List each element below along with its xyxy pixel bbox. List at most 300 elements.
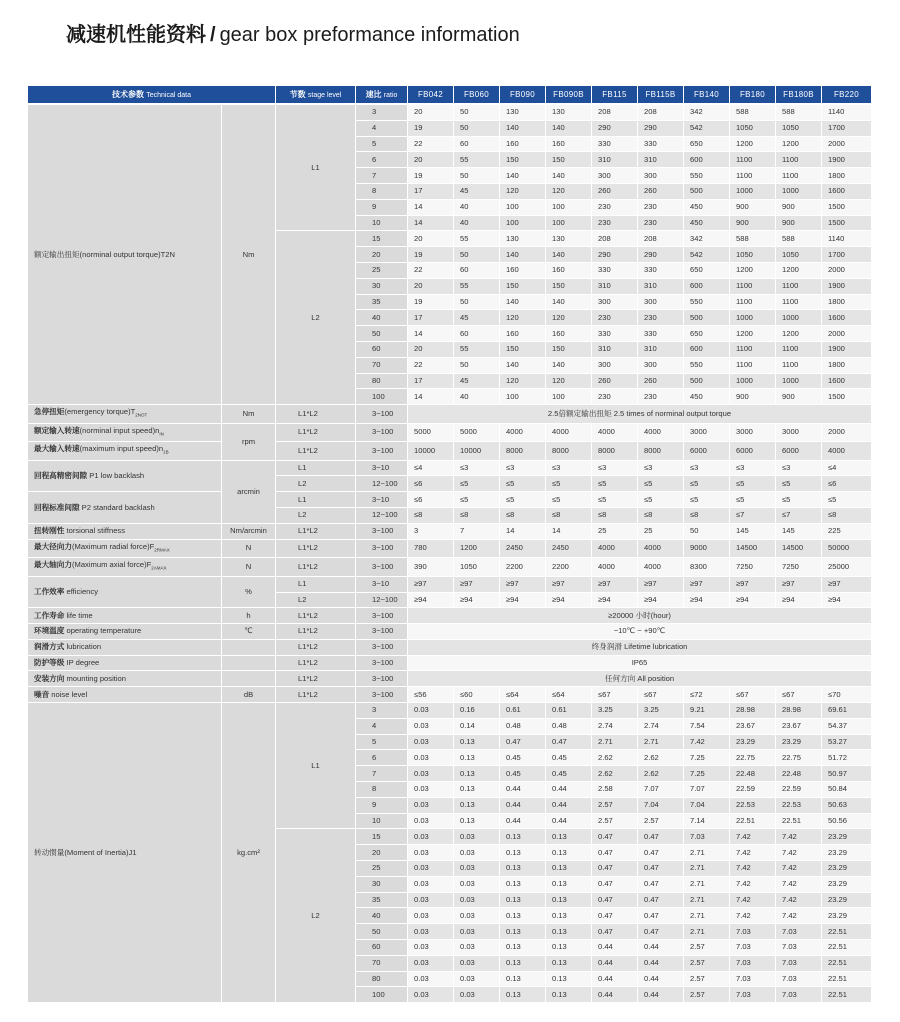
value-cell: 22.59 bbox=[730, 782, 776, 798]
param-label-en: P2 standard backlash bbox=[79, 502, 155, 512]
value-cell: 2200 bbox=[546, 558, 592, 577]
value-cell: ≤8 bbox=[822, 508, 872, 524]
value-cell: 550 bbox=[684, 358, 730, 374]
title-zh: 减速机性能资料 bbox=[66, 24, 206, 46]
ratio-cell: 8 bbox=[356, 782, 408, 798]
value-cell: 7.42 bbox=[730, 845, 776, 861]
stage-label: L2 bbox=[276, 231, 356, 405]
unit-label: % bbox=[222, 577, 276, 609]
value-cell: 4000 bbox=[638, 540, 684, 559]
value-cell: 22.51 bbox=[730, 814, 776, 830]
value-cell: 7.42 bbox=[730, 893, 776, 909]
value-cell: 40 bbox=[454, 200, 500, 216]
param-label bbox=[28, 461, 222, 493]
value-cell: 2.57 bbox=[638, 814, 684, 830]
value-cell: 3000 bbox=[776, 424, 822, 443]
value-cell: 1100 bbox=[776, 152, 822, 168]
value-cell: 23.67 bbox=[730, 719, 776, 735]
value-cell: 2.57 bbox=[684, 987, 730, 1003]
value-cell: ≤5 bbox=[546, 492, 592, 508]
value-cell: ≤3 bbox=[454, 461, 500, 477]
value-cell: 0.44 bbox=[638, 956, 684, 972]
value-cell: 600 bbox=[684, 279, 730, 295]
value-cell: 1500 bbox=[822, 389, 872, 405]
param-label bbox=[28, 608, 222, 624]
unit-label: arcmin bbox=[222, 461, 276, 524]
ratio-cell: 25 bbox=[356, 861, 408, 877]
param-label bbox=[28, 671, 222, 687]
value-cell: 0.44 bbox=[592, 987, 638, 1003]
value-cell: 23.29 bbox=[730, 735, 776, 751]
value-cell: 23.29 bbox=[776, 735, 822, 751]
value-cell: 300 bbox=[638, 295, 684, 311]
value-cell: 25000 bbox=[822, 558, 872, 577]
value-cell: 55 bbox=[454, 279, 500, 295]
value-cell: 0.03 bbox=[408, 908, 454, 924]
value-cell: 0.03 bbox=[454, 877, 500, 893]
ratio-cell: 35 bbox=[356, 893, 408, 909]
value-cell: 25 bbox=[592, 524, 638, 540]
value-cell: 4000 bbox=[592, 540, 638, 559]
value-cell: 2.71 bbox=[684, 893, 730, 909]
param-label-en: (emergency torque)T bbox=[64, 407, 136, 417]
value-cell: 28.98 bbox=[776, 703, 822, 719]
value-cell: 160 bbox=[546, 263, 592, 279]
value-cell: 5000 bbox=[408, 424, 454, 443]
value-cell: 588 bbox=[730, 231, 776, 247]
value-cell: 2.71 bbox=[684, 924, 730, 940]
unit-label: N bbox=[222, 540, 276, 559]
value-cell: 140 bbox=[500, 121, 546, 137]
value-cell: 45 bbox=[454, 310, 500, 326]
value-cell: 2450 bbox=[546, 540, 592, 559]
param-label-en: (Maximum axial force)F bbox=[71, 560, 152, 570]
value-cell: 150 bbox=[546, 152, 592, 168]
ratio-cell: 10 bbox=[356, 216, 408, 232]
value-cell: 0.13 bbox=[546, 987, 592, 1003]
value-cell: 7.03 bbox=[776, 956, 822, 972]
value-cell: 0.47 bbox=[500, 735, 546, 751]
value-cell: 7.42 bbox=[776, 908, 822, 924]
value-cell: 1000 bbox=[730, 310, 776, 326]
value-cell: ≤5 bbox=[638, 492, 684, 508]
value-cell: 0.44 bbox=[500, 798, 546, 814]
value-cell: 120 bbox=[500, 184, 546, 200]
value-cell: 1200 bbox=[776, 263, 822, 279]
ratio-cell: 3~100 bbox=[356, 558, 408, 577]
value-cell: 54.37 bbox=[822, 719, 872, 735]
value-cell: 22.53 bbox=[776, 798, 822, 814]
value-cell: 50 bbox=[454, 121, 500, 137]
merged-note: −10℃ ~ +90℃ bbox=[408, 624, 872, 640]
value-cell: 310 bbox=[638, 342, 684, 358]
ratio-cell: 70 bbox=[356, 956, 408, 972]
table-row bbox=[28, 105, 872, 121]
value-cell: 342 bbox=[684, 105, 730, 121]
value-cell: 542 bbox=[684, 247, 730, 263]
ratio-cell: 3~10 bbox=[356, 461, 408, 477]
value-cell: 0.03 bbox=[408, 956, 454, 972]
param-label-en: lubrication bbox=[64, 642, 102, 652]
value-cell: 208 bbox=[638, 105, 684, 121]
value-cell: 0.03 bbox=[454, 987, 500, 1003]
value-cell: ≤3 bbox=[776, 461, 822, 477]
ratio-cell: 50 bbox=[356, 326, 408, 342]
value-cell: 1000 bbox=[730, 374, 776, 390]
value-cell: 0.13 bbox=[546, 829, 592, 845]
value-cell: 0.13 bbox=[500, 845, 546, 861]
value-cell: 230 bbox=[638, 200, 684, 216]
value-cell: ≤5 bbox=[776, 492, 822, 508]
param-label-en: life time bbox=[64, 610, 93, 620]
unit-label: Nm/arcmin bbox=[222, 524, 276, 540]
value-cell: 1900 bbox=[822, 279, 872, 295]
value-cell: 22.48 bbox=[776, 766, 822, 782]
value-cell: 140 bbox=[546, 168, 592, 184]
value-cell: 450 bbox=[684, 389, 730, 405]
param-label bbox=[28, 540, 222, 559]
value-cell: 50.84 bbox=[822, 782, 872, 798]
value-cell: 2000 bbox=[822, 137, 872, 153]
value-cell: 150 bbox=[546, 279, 592, 295]
param-subscript: IN bbox=[159, 431, 164, 437]
value-cell: 0.44 bbox=[546, 782, 592, 798]
param-label-zh: 急停扭矩 bbox=[34, 407, 65, 417]
value-cell: 0.44 bbox=[638, 987, 684, 1003]
header-model: FB115 bbox=[592, 86, 638, 105]
value-cell: 40 bbox=[454, 216, 500, 232]
ratio-cell: 100 bbox=[356, 987, 408, 1003]
merged-note: 2.5倍额定输出扭矩 2.5 times of norminal output torque bbox=[408, 405, 872, 424]
value-cell: ≤7 bbox=[776, 508, 822, 524]
value-cell: 23.67 bbox=[776, 719, 822, 735]
value-cell: ≤67 bbox=[776, 687, 822, 703]
value-cell: 0.13 bbox=[500, 893, 546, 909]
param-label-zh: 扭转刚性 bbox=[34, 526, 65, 536]
value-cell: ≤3 bbox=[730, 461, 776, 477]
value-cell: 230 bbox=[592, 216, 638, 232]
param-label-zh: 最大轴向力 bbox=[34, 560, 72, 570]
unit-label bbox=[222, 640, 276, 656]
title-en: gear box preformance information bbox=[219, 24, 520, 46]
value-cell: 14 bbox=[546, 524, 592, 540]
unit-label: Nm bbox=[222, 405, 276, 424]
value-cell: 2.57 bbox=[592, 814, 638, 830]
ratio-cell: 3~100 bbox=[356, 671, 408, 687]
value-cell: ≥97 bbox=[408, 577, 454, 593]
value-cell: 1100 bbox=[730, 295, 776, 311]
value-cell: 7.03 bbox=[684, 829, 730, 845]
value-cell: 0.13 bbox=[546, 861, 592, 877]
value-cell: 2.57 bbox=[684, 972, 730, 988]
param-label-zh: 噪音 bbox=[34, 689, 50, 699]
value-cell: 50.56 bbox=[822, 814, 872, 830]
value-cell: 40 bbox=[454, 389, 500, 405]
value-cell: ≥94 bbox=[730, 593, 776, 609]
header-model: FB090 bbox=[500, 86, 546, 105]
param-label-zh: 额定输入转速 bbox=[34, 425, 80, 435]
ratio-cell: 5 bbox=[356, 735, 408, 751]
value-cell: ≤5 bbox=[684, 492, 730, 508]
value-cell: 2.62 bbox=[592, 766, 638, 782]
value-cell: 0.13 bbox=[500, 877, 546, 893]
value-cell: 0.13 bbox=[454, 782, 500, 798]
value-cell: 330 bbox=[592, 326, 638, 342]
param-label-zh: 润滑方式 bbox=[34, 642, 65, 652]
table-row bbox=[28, 442, 872, 461]
value-cell: 2.62 bbox=[638, 750, 684, 766]
value-cell: 60 bbox=[454, 137, 500, 153]
value-cell: 260 bbox=[638, 184, 684, 200]
value-cell: 2000 bbox=[822, 326, 872, 342]
value-cell: 2.58 bbox=[592, 782, 638, 798]
ratio-cell: 20 bbox=[356, 845, 408, 861]
value-cell: 300 bbox=[638, 358, 684, 374]
value-cell: 1100 bbox=[730, 152, 776, 168]
value-cell: 160 bbox=[546, 137, 592, 153]
value-cell: 0.03 bbox=[408, 766, 454, 782]
value-cell: 23.29 bbox=[822, 861, 872, 877]
value-cell: 0.03 bbox=[454, 829, 500, 845]
value-cell: 9.21 bbox=[684, 703, 730, 719]
value-cell: 1100 bbox=[776, 168, 822, 184]
value-cell: 650 bbox=[684, 137, 730, 153]
param-subscript: 1B bbox=[163, 449, 169, 455]
value-cell: ≤6 bbox=[822, 476, 872, 492]
value-cell: 300 bbox=[592, 295, 638, 311]
value-cell: 1700 bbox=[822, 247, 872, 263]
value-cell: 3.25 bbox=[592, 703, 638, 719]
ratio-cell: 3~100 bbox=[356, 442, 408, 461]
value-cell: 23.29 bbox=[822, 908, 872, 924]
value-cell: 900 bbox=[776, 200, 822, 216]
header-model: FB180B bbox=[776, 86, 822, 105]
value-cell: 4000 bbox=[638, 424, 684, 443]
value-cell: 0.47 bbox=[592, 893, 638, 909]
value-cell: 1200 bbox=[454, 540, 500, 559]
value-cell: 140 bbox=[546, 358, 592, 374]
value-cell: 0.03 bbox=[454, 972, 500, 988]
table-row bbox=[28, 687, 872, 703]
value-cell: 0.13 bbox=[500, 940, 546, 956]
value-cell: 7.42 bbox=[776, 845, 822, 861]
ratio-cell: 80 bbox=[356, 972, 408, 988]
value-cell: 0.47 bbox=[592, 845, 638, 861]
value-cell: 0.44 bbox=[546, 814, 592, 830]
value-cell: 0.45 bbox=[546, 750, 592, 766]
param-label-zh: 回程高精密间隙 bbox=[34, 470, 88, 480]
table-row bbox=[28, 540, 872, 559]
value-cell: ≤3 bbox=[546, 461, 592, 477]
value-cell: ≥97 bbox=[638, 577, 684, 593]
value-cell: 14 bbox=[408, 216, 454, 232]
value-cell: 230 bbox=[592, 389, 638, 405]
value-cell: ≤60 bbox=[454, 687, 500, 703]
value-cell: ≤7 bbox=[730, 508, 776, 524]
value-cell: 140 bbox=[546, 121, 592, 137]
value-cell: 1050 bbox=[776, 247, 822, 263]
value-cell: 7 bbox=[454, 524, 500, 540]
value-cell: 1140 bbox=[822, 231, 872, 247]
value-cell: 0.47 bbox=[592, 877, 638, 893]
value-cell: 22.48 bbox=[730, 766, 776, 782]
ratio-cell: 3~10 bbox=[356, 577, 408, 593]
table-row bbox=[28, 405, 872, 424]
value-cell: 0.13 bbox=[500, 908, 546, 924]
value-cell: 1600 bbox=[822, 374, 872, 390]
ratio-cell: 35 bbox=[356, 295, 408, 311]
value-cell: 0.47 bbox=[638, 908, 684, 924]
value-cell: 450 bbox=[684, 216, 730, 232]
value-cell: 150 bbox=[500, 342, 546, 358]
value-cell: 2000 bbox=[822, 424, 872, 443]
value-cell: 550 bbox=[684, 168, 730, 184]
value-cell: 342 bbox=[684, 231, 730, 247]
param-label-en: torsional stiffness bbox=[64, 526, 126, 536]
value-cell: 120 bbox=[546, 184, 592, 200]
value-cell: 290 bbox=[638, 121, 684, 137]
value-cell: 0.48 bbox=[500, 719, 546, 735]
value-cell: 0.13 bbox=[546, 940, 592, 956]
value-cell: ≤6 bbox=[408, 492, 454, 508]
value-cell: 1900 bbox=[822, 342, 872, 358]
value-cell: ≥94 bbox=[454, 593, 500, 609]
value-cell: ≥94 bbox=[500, 593, 546, 609]
value-cell: 0.03 bbox=[454, 845, 500, 861]
table-row bbox=[28, 656, 872, 672]
value-cell: 145 bbox=[730, 524, 776, 540]
stage-label: L1*L2 bbox=[276, 540, 356, 559]
value-cell: ≤5 bbox=[500, 492, 546, 508]
value-cell: 1000 bbox=[776, 374, 822, 390]
value-cell: 0.47 bbox=[638, 861, 684, 877]
value-cell: 0.13 bbox=[546, 877, 592, 893]
value-cell: 310 bbox=[638, 279, 684, 295]
unit-label: kg.cm² bbox=[222, 703, 276, 1003]
table-row bbox=[28, 703, 872, 719]
param-label-en: P1 low backlash bbox=[87, 470, 145, 480]
value-cell: 0.03 bbox=[408, 877, 454, 893]
value-cell: 7.42 bbox=[730, 829, 776, 845]
value-cell: 7.03 bbox=[776, 972, 822, 988]
value-cell: 50.97 bbox=[822, 766, 872, 782]
value-cell: ≤8 bbox=[546, 508, 592, 524]
value-cell: 500 bbox=[684, 310, 730, 326]
header-param: 技术参数 Technical data bbox=[28, 86, 276, 105]
param-label-zh: 防护等级 bbox=[34, 658, 65, 668]
value-cell: 145 bbox=[776, 524, 822, 540]
value-cell: 1050 bbox=[776, 121, 822, 137]
merged-note: IP65 bbox=[408, 656, 872, 672]
value-cell: ≤5 bbox=[730, 492, 776, 508]
value-cell: ≤5 bbox=[546, 476, 592, 492]
value-cell: 0.47 bbox=[638, 893, 684, 909]
value-cell: 120 bbox=[546, 374, 592, 390]
value-cell: 10000 bbox=[454, 442, 500, 461]
ratio-cell: 3~10 bbox=[356, 492, 408, 508]
value-cell: 1100 bbox=[730, 279, 776, 295]
value-cell: 1000 bbox=[776, 310, 822, 326]
value-cell: 23.29 bbox=[822, 893, 872, 909]
value-cell: 50 bbox=[454, 168, 500, 184]
ratio-cell: 3~100 bbox=[356, 424, 408, 443]
value-cell: 3.25 bbox=[638, 703, 684, 719]
table-row bbox=[28, 608, 872, 624]
param-label-zh: 回程标准间隙 bbox=[34, 502, 80, 512]
table-row bbox=[28, 640, 872, 656]
value-cell: 225 bbox=[822, 524, 872, 540]
value-cell: 230 bbox=[638, 216, 684, 232]
value-cell: 100 bbox=[500, 200, 546, 216]
value-cell: 50 bbox=[454, 295, 500, 311]
value-cell: ≤8 bbox=[408, 508, 454, 524]
value-cell: 7.42 bbox=[776, 877, 822, 893]
value-cell: 22.51 bbox=[822, 972, 872, 988]
value-cell: ≤67 bbox=[730, 687, 776, 703]
value-cell: 0.44 bbox=[638, 940, 684, 956]
param-label-en: (norminal input speed)n bbox=[79, 425, 160, 435]
value-cell: 50 bbox=[454, 247, 500, 263]
header-model: FB220 bbox=[822, 86, 872, 105]
value-cell: 0.13 bbox=[546, 893, 592, 909]
value-cell: 7.04 bbox=[684, 798, 730, 814]
ratio-cell: 7 bbox=[356, 766, 408, 782]
value-cell: 130 bbox=[500, 105, 546, 121]
value-cell: 330 bbox=[638, 137, 684, 153]
value-cell: 45 bbox=[454, 374, 500, 390]
value-cell: ≤64 bbox=[500, 687, 546, 703]
value-cell: 7.03 bbox=[776, 987, 822, 1003]
value-cell: 300 bbox=[592, 168, 638, 184]
value-cell: 17 bbox=[408, 374, 454, 390]
value-cell: ≥97 bbox=[822, 577, 872, 593]
value-cell: ≤5 bbox=[684, 476, 730, 492]
value-cell: 900 bbox=[730, 216, 776, 232]
value-cell: 0.13 bbox=[546, 845, 592, 861]
unit-label: ℃ bbox=[222, 624, 276, 640]
value-cell: 8000 bbox=[546, 442, 592, 461]
value-cell: 22.53 bbox=[730, 798, 776, 814]
value-cell: 14 bbox=[408, 389, 454, 405]
value-cell: ≤8 bbox=[454, 508, 500, 524]
value-cell: 7.03 bbox=[730, 987, 776, 1003]
ratio-cell: 5 bbox=[356, 137, 408, 153]
value-cell: 230 bbox=[638, 389, 684, 405]
value-cell: 22.51 bbox=[776, 814, 822, 830]
value-cell: 0.47 bbox=[638, 877, 684, 893]
value-cell: 1050 bbox=[730, 247, 776, 263]
value-cell: 650 bbox=[684, 263, 730, 279]
value-cell: 0.47 bbox=[592, 908, 638, 924]
value-cell: 588 bbox=[730, 105, 776, 121]
value-cell: 160 bbox=[500, 326, 546, 342]
stage-label: L2 bbox=[276, 476, 356, 492]
value-cell: ≥97 bbox=[684, 577, 730, 593]
value-cell: 1200 bbox=[730, 263, 776, 279]
value-cell: 0.03 bbox=[408, 861, 454, 877]
param-label-en: IP degree bbox=[64, 658, 100, 668]
value-cell: 0.03 bbox=[454, 924, 500, 940]
param-label bbox=[28, 524, 222, 540]
value-cell: 600 bbox=[684, 152, 730, 168]
value-cell: 0.44 bbox=[500, 782, 546, 798]
value-cell: 4000 bbox=[638, 558, 684, 577]
value-cell: 14500 bbox=[776, 540, 822, 559]
title-separator: / bbox=[210, 24, 216, 46]
value-cell: 2450 bbox=[500, 540, 546, 559]
value-cell: 650 bbox=[684, 326, 730, 342]
ratio-cell: 9 bbox=[356, 798, 408, 814]
